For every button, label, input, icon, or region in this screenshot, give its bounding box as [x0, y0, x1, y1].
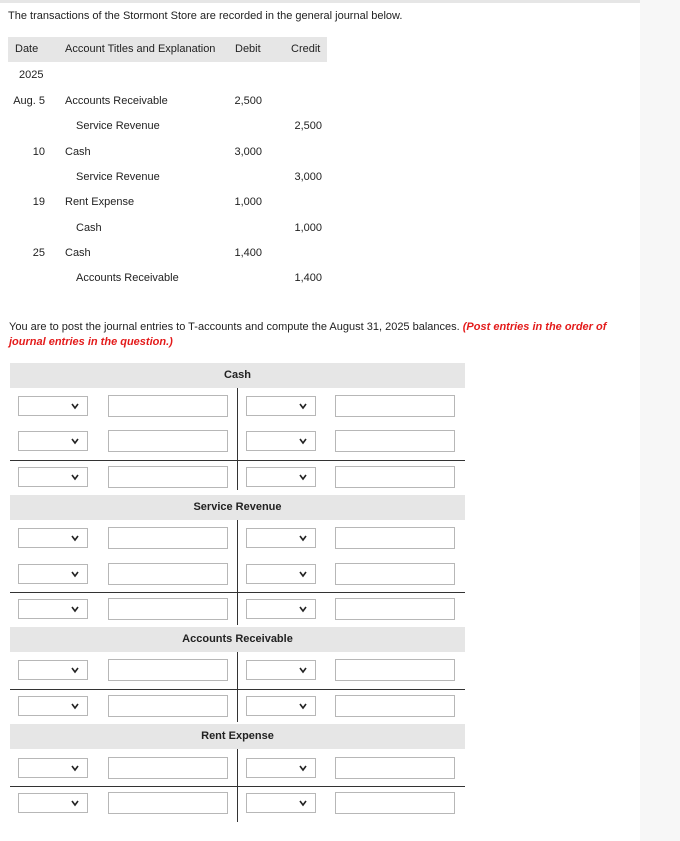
credit-date-select[interactable] — [246, 696, 316, 716]
chevron-down-icon — [298, 762, 308, 774]
chevron-down-icon — [298, 400, 308, 412]
debit-amount-input[interactable] — [108, 792, 228, 814]
journal-account: Cash — [65, 247, 91, 259]
journal-account: Rent Expense — [65, 196, 135, 208]
journal-debit: 3,000 — [234, 146, 262, 158]
journal-credit: 2,500 — [294, 120, 322, 132]
t-account-title: Accounts Receivable — [10, 627, 465, 652]
credit-date-select[interactable] — [246, 564, 316, 584]
credit-amount-input[interactable] — [335, 695, 455, 717]
t-account-balance-line — [10, 689, 465, 690]
journal-account: Service Revenue — [76, 171, 160, 183]
journal-debit: 1,400 — [234, 247, 262, 259]
instructions-text: You are to post the journal entries to T-accounts and compute the August 31, 2025 balances. — [9, 321, 463, 333]
chevron-down-icon — [70, 762, 80, 774]
debit-amount-input[interactable] — [108, 527, 228, 549]
credit-date-select[interactable] — [246, 528, 316, 548]
debit-amount-input[interactable] — [108, 430, 228, 452]
intro-text: The transactions of the Stormont Store are recorded in the general journal below. — [8, 10, 403, 22]
right-gutter — [640, 0, 680, 841]
debit-date-select[interactable] — [18, 396, 88, 416]
journal-header-credit: Credit — [291, 43, 321, 55]
journal-credit: 1,000 — [294, 222, 322, 234]
t-account-balance-line — [10, 592, 465, 593]
journal-credit: 1,400 — [294, 272, 322, 284]
chevron-down-icon — [70, 568, 80, 580]
debit-amount-input[interactable] — [108, 598, 228, 620]
chevron-down-icon — [70, 797, 80, 809]
chevron-down-icon — [70, 471, 80, 483]
journal-date: 19 — [32, 196, 45, 208]
debit-amount-input[interactable] — [108, 757, 228, 779]
journal-header-account: Account Titles and Explanation — [65, 43, 216, 55]
journal-credit: 3,000 — [294, 171, 322, 183]
debit-date-select[interactable] — [18, 793, 88, 813]
t-account-vertical-line — [237, 652, 238, 722]
t-account-title: Service Revenue — [10, 495, 465, 520]
debit-amount-input[interactable] — [108, 659, 228, 681]
debit-date-select[interactable] — [18, 758, 88, 778]
top-divider — [0, 0, 680, 3]
credit-date-select[interactable] — [246, 793, 316, 813]
chevron-down-icon — [298, 797, 308, 809]
debit-date-select[interactable] — [18, 599, 88, 619]
chevron-down-icon — [70, 532, 80, 544]
journal-account: Cash — [65, 146, 91, 158]
credit-amount-input[interactable] — [335, 395, 455, 417]
journal-account: Accounts Receivable — [65, 95, 168, 107]
t-account-vertical-line — [237, 388, 238, 490]
journal-debit: 2,500 — [234, 95, 262, 107]
t-account-balance-line — [10, 786, 465, 787]
credit-amount-input[interactable] — [335, 757, 455, 779]
t-account-balance-line — [10, 460, 465, 461]
credit-amount-input[interactable] — [335, 598, 455, 620]
chevron-down-icon — [70, 603, 80, 615]
t-account-title: Rent Expense — [10, 724, 465, 749]
credit-amount-input[interactable] — [335, 563, 455, 585]
journal-header-debit: Debit — [235, 43, 261, 55]
journal-date: 10 — [32, 146, 45, 158]
t-account-vertical-line — [237, 520, 238, 625]
journal-header-date: Date — [15, 43, 39, 55]
credit-amount-input[interactable] — [335, 430, 455, 452]
instructions — [9, 320, 637, 350]
journal-year: 2025 — [19, 69, 44, 81]
credit-amount-input[interactable] — [335, 527, 455, 549]
journal-account: Accounts Receivable — [76, 272, 179, 284]
chevron-down-icon — [298, 664, 308, 676]
debit-date-select[interactable] — [18, 467, 88, 487]
journal-date: 25 — [32, 247, 45, 259]
credit-date-select[interactable] — [246, 660, 316, 680]
debit-date-select[interactable] — [18, 660, 88, 680]
chevron-down-icon — [70, 435, 80, 447]
credit-date-select[interactable] — [246, 396, 316, 416]
debit-amount-input[interactable] — [108, 395, 228, 417]
instructions-note: (Post entries in the order of journal entries in the question.) — [9, 321, 607, 348]
debit-date-select[interactable] — [18, 431, 88, 451]
journal-account: Service Revenue — [76, 120, 160, 132]
credit-amount-input[interactable] — [335, 659, 455, 681]
credit-date-select[interactable] — [246, 431, 316, 451]
chevron-down-icon — [298, 700, 308, 712]
chevron-down-icon — [298, 471, 308, 483]
debit-date-select[interactable] — [18, 696, 88, 716]
credit-amount-input[interactable] — [335, 466, 455, 488]
credit-date-select[interactable] — [246, 758, 316, 778]
journal-account: Cash — [76, 222, 102, 234]
debit-date-select[interactable] — [18, 564, 88, 584]
debit-amount-input[interactable] — [108, 466, 228, 488]
credit-amount-input[interactable] — [335, 792, 455, 814]
chevron-down-icon — [298, 603, 308, 615]
debit-amount-input[interactable] — [108, 563, 228, 585]
chevron-down-icon — [70, 664, 80, 676]
chevron-down-icon — [298, 435, 308, 447]
chevron-down-icon — [70, 700, 80, 712]
debit-date-select[interactable] — [18, 528, 88, 548]
chevron-down-icon — [70, 400, 80, 412]
chevron-down-icon — [298, 568, 308, 580]
journal-debit: 1,000 — [234, 196, 262, 208]
t-account-title: Cash — [10, 363, 465, 388]
chevron-down-icon — [298, 532, 308, 544]
credit-date-select[interactable] — [246, 599, 316, 619]
debit-amount-input[interactable] — [108, 695, 228, 717]
credit-date-select[interactable] — [246, 467, 316, 487]
journal-date: Aug. 5 — [13, 95, 45, 107]
